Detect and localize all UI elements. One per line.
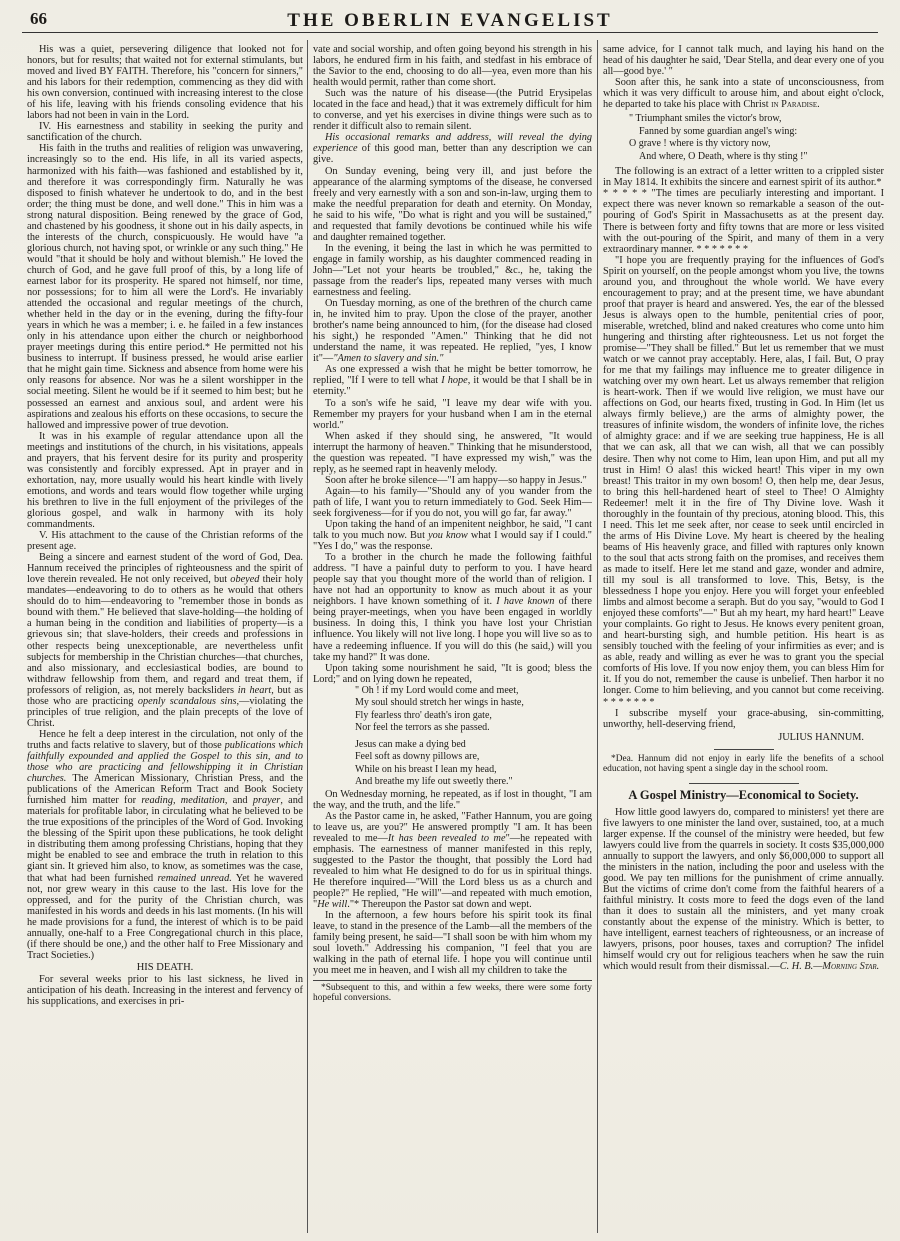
verse-line: Jesus can make a dying bed — [355, 738, 466, 750]
paragraph: To a son's wife he said, "I leave my dear wife with you. Remember my prayers for your husband when I am in the eternal world." — [313, 397, 592, 431]
separator-rule — [689, 783, 799, 784]
paragraph: Soon after this, he sank into a state of unconsciousness, from which it was very difficult to arouse him, and about eight o'clock, he departed to take his place with Christ in Paradise. — [603, 77, 884, 111]
page-number: 66 — [30, 9, 47, 28]
signature: JULIUS HANNUM. — [778, 731, 864, 743]
article-title: A Gospel Ministry—Economical to Society. — [628, 787, 859, 802]
paragraph: As one expressed a wish that he might be better tomorrow, he replied, "If I were to tell what I hope, it would be that I shall be in eternity." — [313, 364, 592, 398]
paragraph: As the Pastor came in, he asked, "Father Hannum, you are going to leave us, are you?" He answered promptly "I am. It has been revealed to me—It has been revealed to me"—he repeated with emphasis. The earnestness of manner manifested in this reply, suggested to the Pastor the thought, that possibly the Lord had revealed to him what He designed to do for us in spiritual things. He therefore inquired—"Will the Lord bless us as a church and people?" He replied, "He will"—and repeated with much emotion, "He will."* Thereupon the Pastor sat down and wept. — [313, 810, 592, 911]
masthead-title: THE OBERLIN EVANGELIST — [287, 10, 613, 31]
column-rule — [307, 40, 308, 1233]
paragraph: Soon after he broke silence—"I am happy—so happy in Jesus." — [325, 474, 587, 486]
column-2 — [313, 44, 592, 1235]
verse-line: While on his breast I lean my head, — [355, 763, 497, 775]
paragraph: It was in his example of regular attendance upon all the meetings and institutions of the church, in his visitations, appeals and prayers, that his fervent desire for its purity and prosperity was consistently and forcibly expressed. Apt in prayer and in exhortation, nay, more usually would his heart kindle with lively emotions, and words and tears would flow together while urging his brethren to live in the full enjoyment of the privileges of the glorious gospel, and walk in harmony with its holy commandments. — [27, 430, 303, 531]
verse-line: Fanned by some guardian angel's wing: — [639, 125, 798, 137]
section-heading: IV. His earnestness and stability in seeking the purity and sanctification of the church. — [27, 121, 303, 144]
paragraph: His was a quiet, persevering diligence that looked not for honors, but for results; that waited not for external stimulants, but moved and lived BY FAITH. Therefore, his "concern for sinners," and his labors for their redemption, commencing as they did with his own conversion, continued with increasing interest to the close of his life, leaving with his friends consoling evidence that his labors had not been in vain in the Lord. — [27, 44, 303, 122]
paragraph: same advice, for I cannot talk much, and laying his hand on the head of his daughter he said, 'Dear Stella, and dear every one of you all—good bye.' " — [603, 44, 884, 78]
paragraph: For several weeks prior to his last sickness, he lived in anticipation of his death. Increasing in the interest and fervency of his supplications, and exercises in pri- — [27, 973, 303, 1008]
paragraph: "I hope you are frequently praying for the influences of God's Spirit on yourself, on the people amongst whom you live, the towns around you, and throughout the whole world. We have every encouragement to pray; and at the present time, we have abundant proof that prayer is heard and answered. Yes, the ear of the blessed Jesus is always open to the humble, penitential cries of poor, miserable, wretched, blind and naked creatures who come unto him hungering and thirsting after righteousness. Let us not forget the promise—"They shall be filled." But let us remember that we must watch or we cannot pray acceptably. Here, alas, I fail. But, O pray for me that my failings may influence me to greater diligence in watching over my own heart. Let us always remember that religion is heart-work. Then if we would live religion, we must have our affections on God, our hearts fixed, trusting in God. In Him (let us always firmly believe,) are the arms of almighty power, the treasures of infinite wisdom, the wonders of infinite love, the riches of almighty grace: and if we are seeking true happiness, He is all that we can ask, all that we can wish, all that we can possibly desire. Then why not come to Him, lean upon Him, and put all my trust in Him! O alas! this wicked heart! This viper in my own breast! This traitor in my own bosom! O, then help me, dear Jesus, to bring this hell-hardened heart of steel to Thee! O Almighty Redeemer! melt it in the fire of Thy Divine love. Wash it thoroughly in the fountain of thy precious, atoning blood. This, this I need. This let me seek after, nor cease to seek until encircled in the arms of His Divine Love. My heart is cheered by the healing beams of His heavenly grace, and filled with raptures only known to the soul that acts strong faith on the promises, and receives them as made to itself. Here let me stand and gaze, wonder and admire, till my soul is all transformed to love. This, Betsy, is the blessedness I hope you enjoy. Here you will forget your enfeebled limbs and almost become a seraph. But do you say, "would to God I enjoyed these comforts"—" But ah my heart, my hard heart!" Leave your complaints. Go right to Jesus. He knows every penitent groan, and heart-bursting sigh, and humble petition. His heart is as sensibly touched with the feeling of your infirmities as ever; and is as able, ready and willing as ever he was to grant you the special comforts of His love. If you now enjoy them, you can bless Him for it. If you do not, remember the cause is unbelief. Then harbor it no longer. Come to him believing, and you cannot but come receiving. * * * * * * * — [603, 254, 884, 708]
separator-rule — [714, 749, 774, 750]
verse-line: My soul should stretch her wings in haste, — [355, 697, 524, 709]
section-heading: V. His attachment to the cause of the Christian reforms of the present age. — [27, 530, 303, 553]
paragraph: vate and social worship, and often going beyond his strength in his labors, he endured firm in his faith, and stedfast in his embrace of the Savior to the end, choosing to do all—yea, even more than his health would permit, rather than come short. — [313, 44, 592, 89]
verse-line: Nor feel the terrors as she passed. — [355, 722, 490, 734]
verse-line: " Oh ! if my Lord would come and meet, — [355, 684, 519, 696]
footnote: *Subsequent to this, and within a few weeks, there were some forty hopeful conversions. — [313, 982, 592, 1004]
paragraph: His faith in the truths and realities of religion was unwavering, increasingly so to the end. His life, in all its varied aspects, harmonized with his faith—was fashioned and established by it, and therefore it was correspondingly firm. Naturally he was disposed to finish whatever he undertook to do, and in the best order; the thing must be done, and well done." This in him was a strong natural disposition. Being renewed by the grace of God, and chastened by his goodness, it shone out in his daily aspects, in the interests of the church, conspicuously. He would have "a glorious church, not having spot, or wrinkle or any such thing." He would "that it should be holy and without blemish." He loved the church of God, and he gave full proof of this, by a long life of earnest labor for its prosperity. He spared not himself, nor time, nor possessions; for to him all were the Lord's. He invariably attended the occasional and regular meetings of the church, whether held in the day or in the evening, during the fifty-four years in which he was a member; i. e. he failed in a few instances only in his attendance upon either the church or neighborhood prayer meetings during this entire period.* He permitted not his business to interrupt. If business pressed, he would arise earlier that he might gain time. Sickness and absence from home were his only reasons for absence. Nor was he a silent worshipper in the social meeting. Silent he would be if it seemed to him best; but he possessed an earnest and anxious soul, and ardent were his aspirations and zealous his efforts on these occasions, to secure the hallowed and impressive power of true devotion. — [27, 143, 303, 431]
verse-line: Feel soft as downy pillows are, — [355, 751, 480, 763]
column-3 — [603, 44, 884, 1235]
paragraph: In the afternoon, a few hours before his spirit took its final leave, to stand in the presence of the Lamb—all the members of the family being present, he said—"I shall soon be with him whom my soul loveth." Addressing his companion, "I feel that you are walking in the path of eternal life. I hope you will continue until you meet me in heaven, and I wish all my children to take the — [313, 910, 592, 977]
verse-line: " Triumphant smiles the victor's brow, — [629, 113, 782, 125]
verse-line: O grave ! where is thy victory now, — [629, 138, 771, 150]
paragraph: In the evening, it being the last in which he was permitted to engage in family worship, as his daughter commenced reading in John—"Let not your hearts be troubled," &c., he, taking the passage from the reader's lips, repeated many verses with much earnestness and feeling. — [313, 242, 592, 299]
paragraph: Being a sincere and earnest student of the word of God, Dea. Hannum received the principles of righteousness and the spirit of love therein revealed. He not only received, but obeyed their holy mandates—endeavoring to do to others as he would that others should do to him—endeavoring to "remember those in bonds as bound with them." He believed that slave-holding—the holding of a human being in the condition and liabilities of property—is a grievous sin; that slave-holders, their creeds and professions in other respects being unexceptionable, are nevertheless unfit subjects for membership in the Christian churches—that churches, and also missionary, and ecclesiastical bodies, are bound to withdraw fellowship from them, and regard and treat them, if professors of religion, as, not merely backsliders in heart, but as those who are practicing openly scandalous sins,—violating the principles of true religion, and the plain precepts of the love of Christ. — [27, 552, 303, 729]
paragraph: The following is an extract of a letter written to a crippled sister in May 1814. It exhibits the sincere and earnest spirit of its author.* — [603, 166, 884, 189]
paragraph: * * * * * "The times are peculiarly interesting and important. I expect there was never known so remarkable a season of the out-pouring of God's Spirit in Massachusetts as at the present day. There is between forty and fifty towns that are more or less visited with the out-pouring of the Spirit, and many of them in a very extraordinary manner. * * * * * * * — [603, 188, 884, 255]
verse-line: And breathe my life out sweetly there." — [355, 776, 513, 788]
paragraph: I subscribe myself your grace-abusing, sin-committing, unworthy, hell-deserving friend, — [603, 707, 884, 730]
paragraph: His occasional remarks and address, will reveal the dying experience of this good man, better than any description we can give. — [313, 132, 592, 166]
paragraph: Hence he felt a deep interest in the circulation, not only of the truths and facts relative to slavery, but of those publications which faithfully expounded and applied the Gospel to this sin, and to those who are practicing and fellowshipping it in Christian churches. The American Missionary, Christian Press, and the publications of the American Reform Tract and Book Society furnished him matter for reading, meditation, and prayer, and materials for profitable labor, in circulating what he believed to be the true expositions of the principles of the Word of God. Invoking the blessing of the Spirit upon these publications, he took delight in distributing them among professing Christians, hoping that they might be enabled to see and embrace the truth in relation to this giant sin. It grieved him also, to know, as sometimes was the case, that what had been furnished remained unread. Yet he wavered not, nor grew weary in this cause to the last. His love for the oppressed, and for the purity of the Christian church, was manifested in his words and deeds in his last moments. (In his will he made provisions for a fund, the interest of which is to be paid annually, one-half to a Free Congregational church in this place, (if there should be one,) and the other half to Free Missionary and Tract Societies.) — [27, 728, 303, 961]
paragraph: When asked if they should sing, he answered, "It would interrupt the harmony of heaven." Thinking that he misunderstood, the question was repeated. "I have expressed my wish," was the reply, as he seemed rapt in heavenly melody. — [313, 430, 592, 475]
paragraph: On Wednesday morning, he repeated, as if lost in thought, "I am the way, and the truth, and the life." — [313, 788, 592, 811]
column-rule — [597, 40, 598, 1233]
page-header — [22, 4, 878, 33]
paragraph: On Sunday evening, being very ill, and just before the appearance of the alarming symptoms of the disease, he conversed freely and very earnestly with a son and son-in-law, urging them to make the needful preparation for death and eternity. On Monday, he said to his wife, "Do what is right and you will be sustained," and requested that family devotions be continued while his wife and daughter remained together. — [313, 165, 592, 243]
paragraph: Upon taking the hand of an impenitent neighbor, he said, "I cant talk to you much now. But you know what I would say if I could." "Yes I do," was the response. — [313, 519, 592, 553]
footnote: *Dea. Hannum did not enjoy in early life the benefits of a school education, not having spent a single day in the school room. — [603, 753, 884, 775]
paragraph: How little good lawyers do, compared to ministers! yet there are five lawyers to one minister the land over, sustained, too, at a much larger expense. If the counsel of the ministry were heeded, but few lawyers could live from the quarrels in society. It costs $35,000,000 annually to support the lawyers, and only $6,000,000 to support all the ministers in the nation, including the poor and useless with the good. We pay ten millions for the punishment of crime annually. But the victims of crime don't come from the faithful hearers of a faithful ministry. It costs more to feed the dogs even of the land than it does to sustain all the ministers, and yet many croak constantly about the expense of the ministry. Which is better, to have intelligent, earnest teachers of righteousness, or an increase of lawyers, prisons, poor houses, taxes and corruption? The infidel himself would cry out for religious teachers when he saw the ruin which would result from their dismissal.—C. H. B.—Morning Star. — [603, 806, 884, 973]
paragraph: Upon taking some nourishment he said, "It is good; bless the Lord;" and on lying down he repeated, — [313, 662, 592, 685]
paragraph: On Tuesday morning, as one of the brethren of the church came in, he invited him to pray. Upon the close of the prayer, another brother's name being announced to him, (for the disease had closed his sight,) he responded "Amen." Thinking that he did not understand the name, it was repeated. He replied, "yes, I know it"—"Amen to slavery and sin." — [313, 298, 592, 365]
section-heading-death: HIS DEATH. — [136, 961, 194, 973]
verse-line: Fly fearless thro' death's iron gate, — [355, 709, 492, 721]
paragraph: Such was the nature of his disease—(the Putrid Erysipelas located in the face and head,) that it was extremely difficult for him to converse, and yet his exercises in divine things were such as to render it difficult also to remain silent. — [313, 88, 592, 133]
column-1 — [27, 44, 303, 1235]
verse-line: And where, O Death, where is thy sting !" — [639, 150, 808, 162]
footnote-rule — [313, 980, 592, 981]
paragraph: To a brother in the church he made the following faithful address. "I have a painful duty to perform to you. I have heard people say that you thought more of the world than of religion. I have not had an opportunity to know as much about it as your neighbors. I have known something of it. I have known of there being prayer-meetings, when you have been engaged in worldly business. In doing this, I think you have lost your Christian influence. You likely will not live long. I hope you will live so as to have a redeeming influence. If you will do this (he said,) will you take my hand?" It was done. — [313, 552, 592, 663]
paragraph: Again—to his family—"Should any of you wander from the path of life, I want you to return immediately to God. Seek Him—seek forgiveness—for if you do not, you will go far, far away." — [313, 485, 592, 519]
